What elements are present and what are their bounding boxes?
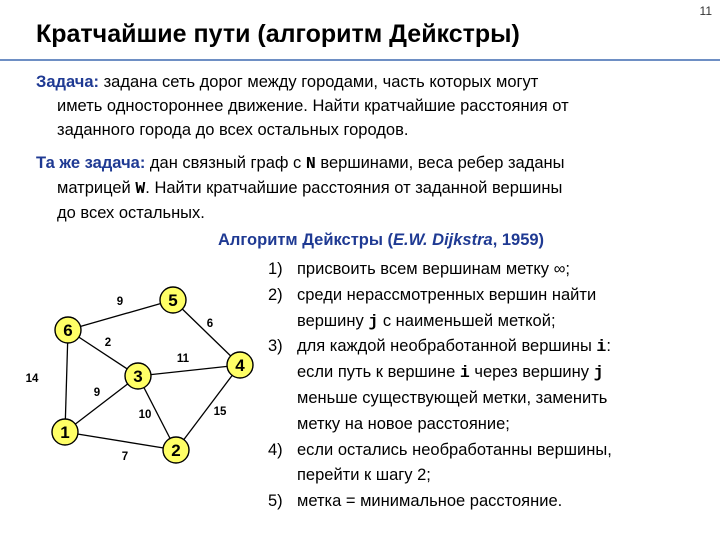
- variable-symbol: i: [596, 337, 607, 357]
- step-text: метку на новое расстояние;: [297, 414, 510, 433]
- slide-title: Кратчайшие пути (алгоритм Дейкстры): [36, 20, 520, 48]
- edge-weight-label: 2: [104, 337, 112, 349]
- title-divider: [0, 59, 720, 61]
- task-line-1: [36, 70, 686, 94]
- vertex-count-symbol: N: [305, 154, 316, 173]
- graph-node-label: 5: [168, 291, 178, 310]
- step-text: если путь к вершине i через вершину j: [297, 363, 604, 383]
- step-text: для каждой необработанной вершины i:: [297, 337, 611, 357]
- graph-edge-1-2: [65, 432, 176, 450]
- graph-node-label: 4: [235, 356, 245, 375]
- graph-node-2: [163, 437, 189, 463]
- graph-task-line-3: до всех остальных.: [57, 204, 205, 222]
- graph-node-label: 3: [133, 367, 143, 386]
- graph-node-4: [227, 352, 253, 378]
- graph-task-lead: Та же задача:: [36, 154, 146, 172]
- graph-edges: [65, 300, 240, 450]
- algorithm-year: , 1959): [492, 231, 545, 249]
- edge-weight-label: 7: [121, 451, 129, 463]
- graph-edge-3-4: [138, 365, 240, 376]
- graph-edge-6-1: [65, 330, 68, 432]
- task-lead: Задача:: [36, 73, 100, 91]
- edge-weight-label: 9: [116, 296, 124, 308]
- graph-task-line-1: [36, 151, 686, 176]
- matrix-symbol: W: [135, 179, 146, 198]
- graph-task-statement: [36, 151, 686, 225]
- task-line-3: заданного города до всех остальных городов.: [57, 121, 409, 139]
- step-text: если остались необработанны вершины,: [297, 440, 612, 459]
- graph-node-6: [55, 317, 81, 343]
- task-text-1: задана сеть дорог между городами, часть которых могут: [103, 73, 539, 91]
- graph-node-label: 2: [171, 441, 181, 460]
- task-line-2: иметь одностороннее движение. Найти кратчайшие расстояния от: [57, 97, 569, 115]
- graph-node-label: 6: [63, 321, 73, 340]
- step-text: перейти к шагу 2;: [297, 466, 431, 485]
- step-number: 1): [268, 260, 283, 278]
- algorithm-author: E.W. Dijkstra: [393, 231, 493, 249]
- graph-edge-1-3: [65, 376, 138, 432]
- variable-symbol: i: [459, 363, 470, 383]
- variable-symbol: j: [368, 311, 379, 331]
- graph-task-text-2b: . Найти кратчайшие расстояния от заданной вершины: [145, 179, 563, 197]
- graph-diagram: [0, 270, 270, 470]
- graph-task-line-2: [36, 176, 686, 201]
- edge-weight-label: 11: [176, 353, 190, 365]
- task-statement: [36, 70, 686, 142]
- algorithm-title-text: Алгоритм Дейкстры (: [218, 231, 394, 249]
- step-number: 4): [268, 440, 283, 459]
- page-number: 11: [699, 4, 712, 18]
- graph-node-1: [52, 419, 78, 445]
- graph-node-5: [160, 287, 186, 313]
- step-text: среди нерассмотренных вершин найти: [297, 285, 597, 304]
- step-number: 5): [268, 492, 283, 511]
- variable-symbol: j: [593, 363, 604, 383]
- edge-weight-label: 10: [138, 409, 152, 421]
- graph-task-text-1a: дан связный граф с: [149, 154, 302, 172]
- edge-weight-label: 6: [206, 318, 214, 330]
- step-number: 3): [268, 337, 283, 356]
- graph-node-label: 1: [60, 423, 70, 442]
- step-text: присвоить всем вершинам метку ∞;: [297, 260, 570, 278]
- step-text: метка = минимальное расстояние.: [297, 492, 563, 511]
- step-text: меньше существующей метки, заменить: [297, 389, 608, 407]
- edge-weight-label: 14: [25, 373, 39, 385]
- edge-weight-label: 9: [93, 387, 101, 399]
- graph-edge-2-4: [176, 365, 240, 450]
- step-number: 2): [268, 285, 283, 304]
- graph-task-text-1b: вершинами, веса ребер заданы: [320, 154, 565, 172]
- graph-task-text-2a: матрицей: [57, 179, 131, 197]
- algorithm-title: [218, 231, 544, 250]
- step-text: вершину j с наименьшей меткой;: [297, 311, 556, 331]
- graph-node-3: [125, 363, 151, 389]
- edge-weight-label: 15: [213, 406, 227, 418]
